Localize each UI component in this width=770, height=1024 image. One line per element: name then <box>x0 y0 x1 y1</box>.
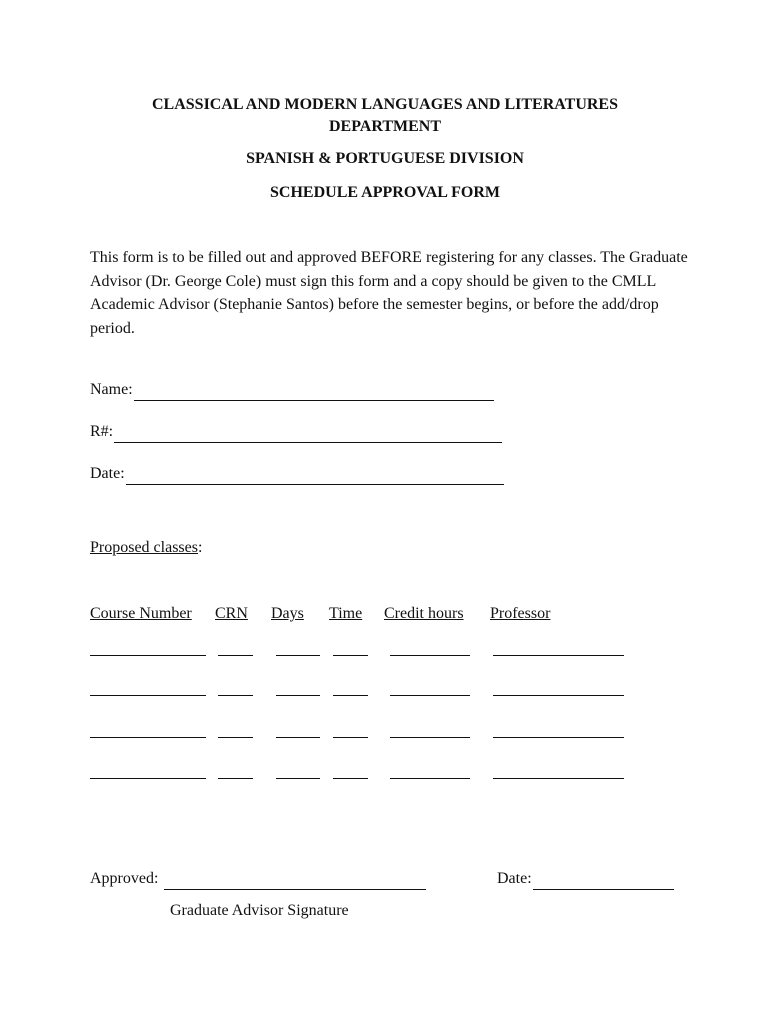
date-label: Date: <box>90 465 125 482</box>
column-header-professor: Professor <box>490 605 551 622</box>
credit-hours-field[interactable] <box>390 737 470 738</box>
form-title: SCHEDULE APPROVAL FORM <box>270 184 500 201</box>
crn-field[interactable] <box>218 778 253 779</box>
column-header-crn: CRN <box>215 605 248 622</box>
proposed-classes-heading <box>90 537 202 559</box>
date-field[interactable] <box>126 467 504 485</box>
proposed-classes-colon: : <box>197 539 203 556</box>
course-number-field[interactable] <box>90 695 206 696</box>
approval-date-field[interactable] <box>533 872 674 890</box>
column-header-time: Time <box>329 605 363 622</box>
name-field[interactable] <box>134 383 494 401</box>
intro-paragraph: This form is to be filled out and approved BEFORE registering for any classes. The Graduate Advisor (Dr. George Cole) must sign this form and a copy should be given to the CMLL Academic Advisor (Stephanie Santos) before the semester begins, or before the add/drop period. <box>90 249 688 337</box>
course-number-field[interactable] <box>90 778 206 779</box>
credit-hours-field[interactable] <box>390 695 470 696</box>
r-number-label: R#: <box>90 423 114 440</box>
days-field[interactable] <box>276 695 320 696</box>
signature-caption: Graduate Advisor Signature <box>170 902 349 919</box>
department-line-2: DEPARTMENT <box>328 118 442 135</box>
approval-date-label: Date: <box>497 870 532 887</box>
time-field[interactable] <box>333 655 368 656</box>
professor-field[interactable] <box>493 737 624 738</box>
name-field-row <box>90 379 494 401</box>
approved-label: Approved: <box>90 870 159 887</box>
approved-signature-row <box>90 868 426 890</box>
professor-field[interactable] <box>493 695 624 696</box>
time-field[interactable] <box>333 737 368 738</box>
crn-field[interactable] <box>218 655 253 656</box>
column-header-days: Days <box>271 605 304 622</box>
r-number-field-row <box>90 421 502 443</box>
column-header-course-number: Course Number <box>90 605 192 622</box>
time-field[interactable] <box>333 695 368 696</box>
credit-hours-field[interactable] <box>390 778 470 779</box>
approval-date-row <box>497 868 674 890</box>
approved-signature-field[interactable] <box>164 872 426 890</box>
course-number-field[interactable] <box>90 737 206 738</box>
department-heading <box>0 94 770 138</box>
crn-field[interactable] <box>218 737 253 738</box>
crn-field[interactable] <box>218 695 253 696</box>
r-number-field[interactable] <box>114 425 502 443</box>
days-field[interactable] <box>276 737 320 738</box>
name-label: Name: <box>90 381 133 398</box>
proposed-classes-label: Proposed classes <box>90 539 198 556</box>
days-field[interactable] <box>276 778 320 779</box>
department-line-1: CLASSICAL AND MODERN LANGUAGES AND LITERATURES <box>151 96 618 113</box>
time-field[interactable] <box>333 778 368 779</box>
date-field-row <box>90 463 504 485</box>
professor-field[interactable] <box>493 655 624 656</box>
professor-field[interactable] <box>493 778 624 779</box>
credit-hours-field[interactable] <box>390 655 470 656</box>
column-header-credit-hours: Credit hours <box>384 605 464 622</box>
days-field[interactable] <box>276 655 320 656</box>
division-heading: SPANISH & PORTUGUESE DIVISION <box>246 150 524 167</box>
course-number-field[interactable] <box>90 655 206 656</box>
